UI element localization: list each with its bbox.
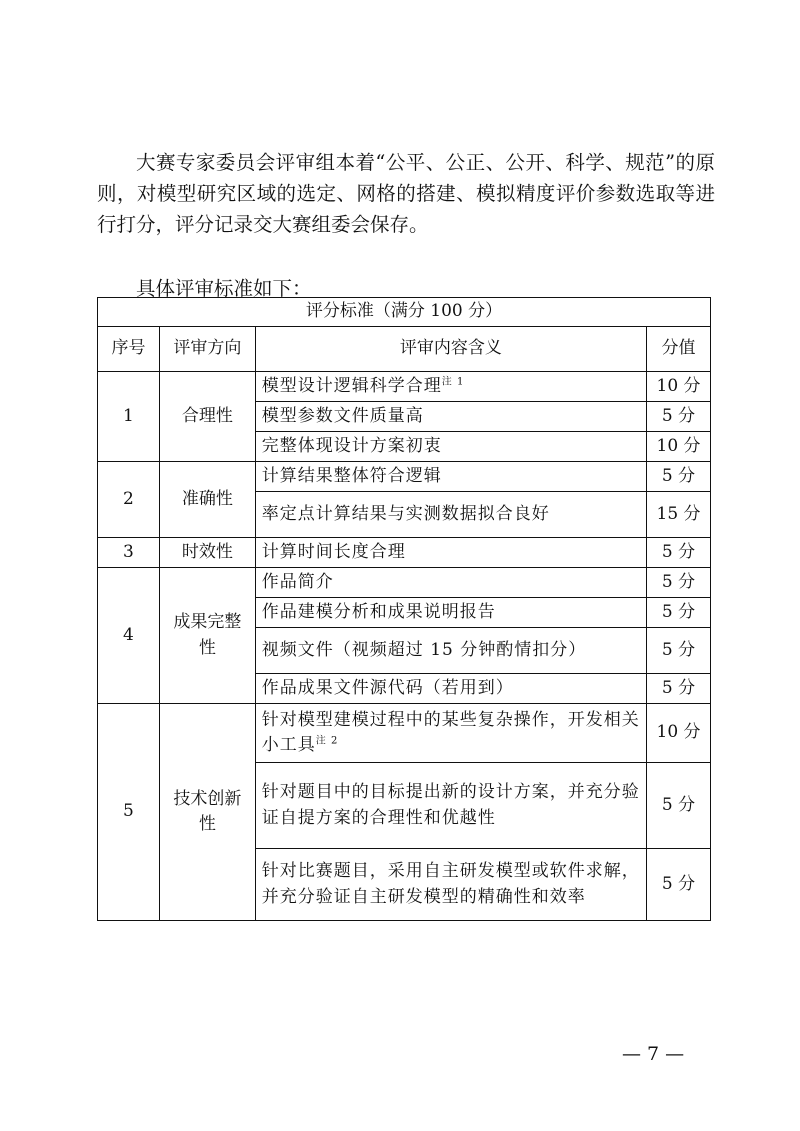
row-score: 10 分	[647, 704, 711, 763]
row-content: 视频文件（视频超过 15 分钟酌情扣分）	[255, 628, 646, 674]
page-number: — 7 —	[622, 1043, 685, 1065]
row-score: 10 分	[647, 372, 711, 402]
row-content: 模型参数文件质量高	[255, 402, 646, 432]
row-content: 计算结果整体符合逻辑	[255, 462, 646, 492]
row-content: 针对模型建模过程中的某些复杂操作，开发相关小工具$^{注 2}$	[255, 704, 646, 763]
row-content: 率定点计算结果与实测数据拟合良好	[255, 492, 646, 538]
row-score: 10 分	[647, 432, 711, 462]
row-content: 模型设计逻辑科学合理$^{注 1}$	[255, 372, 646, 402]
row-content: 作品建模分析和成果说明报告	[255, 598, 646, 628]
row-index: 3	[98, 538, 160, 568]
row-content: 作品简介	[255, 568, 646, 598]
header-content: 评审内容含义	[255, 327, 646, 372]
row-direction: 时效性	[159, 538, 255, 568]
row-index: 2	[98, 462, 160, 538]
row-index: 5	[98, 704, 160, 921]
row-score: 5 分	[647, 568, 711, 598]
footnote-ref: 注 2	[315, 735, 339, 747]
row-content: 计算时间长度合理	[255, 538, 646, 568]
intro-paragraph: 大赛专家委员会评审组本着“公平、公正、公开、科学、规范”的原则，对模型研究区域的选定、网格的搭建、模拟精度评价参数选取等进行打分，评分记录交大赛组委会保存。	[97, 151, 715, 237]
row-content: 作品成果文件源代码（若用到）	[255, 674, 646, 704]
row-score: 5 分	[647, 538, 711, 568]
row-score: 5 分	[647, 849, 711, 921]
row-index: 1	[98, 372, 160, 462]
header-index: 序号	[98, 327, 160, 372]
row-score: 5 分	[647, 763, 711, 849]
row-content: 完整体现设计方案初衷	[255, 432, 646, 462]
row-score: 5 分	[647, 674, 711, 704]
intro-lead: 具体评审标准如下：	[136, 277, 312, 300]
row-direction: 技术创新性	[159, 704, 255, 921]
footnote-ref: 注 1	[441, 376, 465, 388]
table-row	[98, 462, 711, 492]
row-score: 5 分	[647, 628, 711, 674]
row-index: 4	[98, 568, 160, 704]
table-row	[98, 538, 711, 568]
header-direction: 评审方向	[159, 327, 255, 372]
table-row	[98, 704, 711, 763]
row-score: 15 分	[647, 492, 711, 538]
scoring-table	[97, 297, 711, 921]
row-direction: 成果完整性	[159, 568, 255, 704]
row-content: 针对比赛题目，采用自主研发模型或软件求解，并充分验证自主研发模型的精确性和效率	[255, 849, 646, 921]
table-title: 评分标准（满分 100 分）	[98, 298, 711, 327]
row-direction: 准确性	[159, 462, 255, 538]
row-score: 5 分	[647, 598, 711, 628]
row-direction: 合理性	[159, 372, 255, 462]
row-content: 针对题目中的目标提出新的设计方案，并充分验证自提方案的合理性和优越性	[255, 763, 646, 849]
row-score: 5 分	[647, 462, 711, 492]
table-row	[98, 372, 711, 402]
table-row	[98, 568, 711, 598]
row-score: 5 分	[647, 402, 711, 432]
header-score: 分值	[647, 327, 711, 372]
